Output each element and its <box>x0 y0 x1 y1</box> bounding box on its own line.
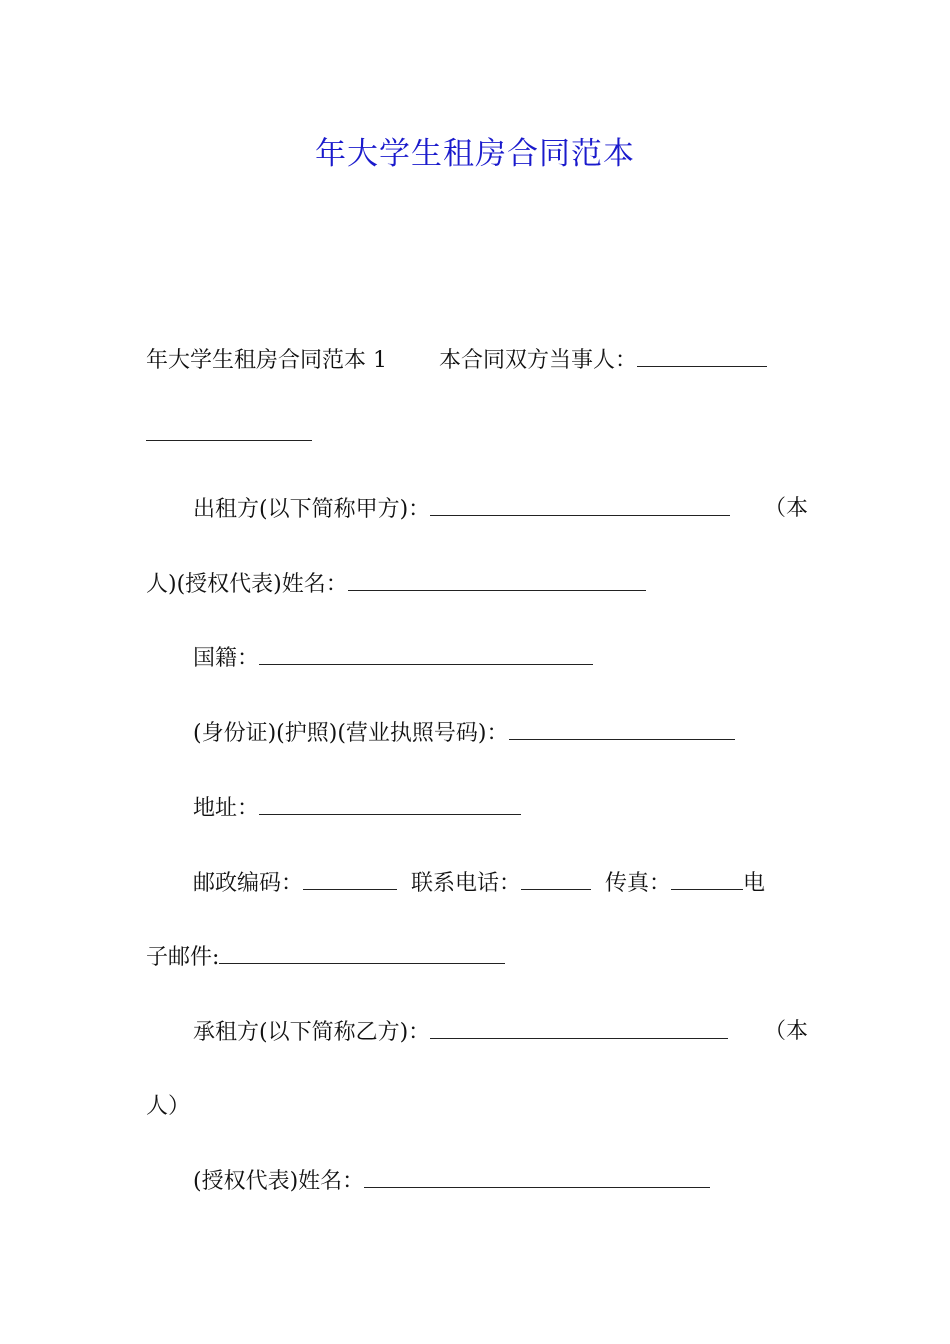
id-blank[interactable] <box>509 719 735 740</box>
lessor-label: 出租方(以下简称甲方)： <box>193 497 431 522</box>
email-label-end: 子邮件: <box>146 945 220 970</box>
lessor-rep-line <box>146 570 808 599</box>
parties-blank[interactable] <box>637 346 767 367</box>
postcode-blank[interactable] <box>303 869 397 890</box>
address-line <box>193 794 808 823</box>
self-paren-2: （本 <box>763 1019 808 1044</box>
parties-continuation-line <box>146 420 808 449</box>
nationality-label: 国籍： <box>193 646 260 671</box>
lessor-blank[interactable] <box>430 495 730 516</box>
lessee-person-line <box>146 1093 808 1121</box>
email-line <box>146 943 808 972</box>
person-end: 人） <box>146 1094 191 1119</box>
lessee-rep-line <box>193 1167 808 1196</box>
fax-label: 传真： <box>605 871 672 896</box>
lessee-line <box>193 1018 808 1047</box>
auth-rep-name-label: (授权代表)姓名： <box>176 572 348 597</box>
lessor-rep-name-blank[interactable] <box>348 570 646 591</box>
id-label: (身份证)(护照)(营业执照号码)： <box>193 721 509 746</box>
intro-line <box>146 346 808 375</box>
auth-rep-name-label-2: (授权代表)姓名： <box>193 1169 365 1194</box>
document-title: 年大学生租房合同范本 <box>315 136 635 172</box>
lessee-blank[interactable] <box>430 1018 728 1039</box>
intro-heading: 年大学生租房合同范本 1 <box>146 348 387 373</box>
lessee-rep-name-blank[interactable] <box>364 1167 710 1188</box>
email-blank[interactable] <box>219 943 505 964</box>
email-label-start: 电 <box>743 871 766 896</box>
phone-blank[interactable] <box>521 869 591 890</box>
phone-label: 联系电话： <box>411 871 522 896</box>
id-line <box>193 719 808 748</box>
fax-blank[interactable] <box>671 869 743 890</box>
parties-blank-continued[interactable] <box>146 420 312 441</box>
nationality-line <box>193 644 808 673</box>
parties-label: 本合同双方当事人： <box>439 348 638 373</box>
nationality-blank[interactable] <box>259 644 593 665</box>
address-label: 地址： <box>193 796 260 821</box>
contact-line <box>193 869 808 898</box>
self-paren: （本 <box>763 496 808 521</box>
lessee-label: 承租方(以下简称乙方)： <box>193 1020 431 1045</box>
address-blank[interactable] <box>259 794 521 815</box>
person-prefix: 人) <box>146 572 177 597</box>
postcode-label: 邮政编码： <box>193 871 304 896</box>
lessor-line <box>193 495 808 524</box>
